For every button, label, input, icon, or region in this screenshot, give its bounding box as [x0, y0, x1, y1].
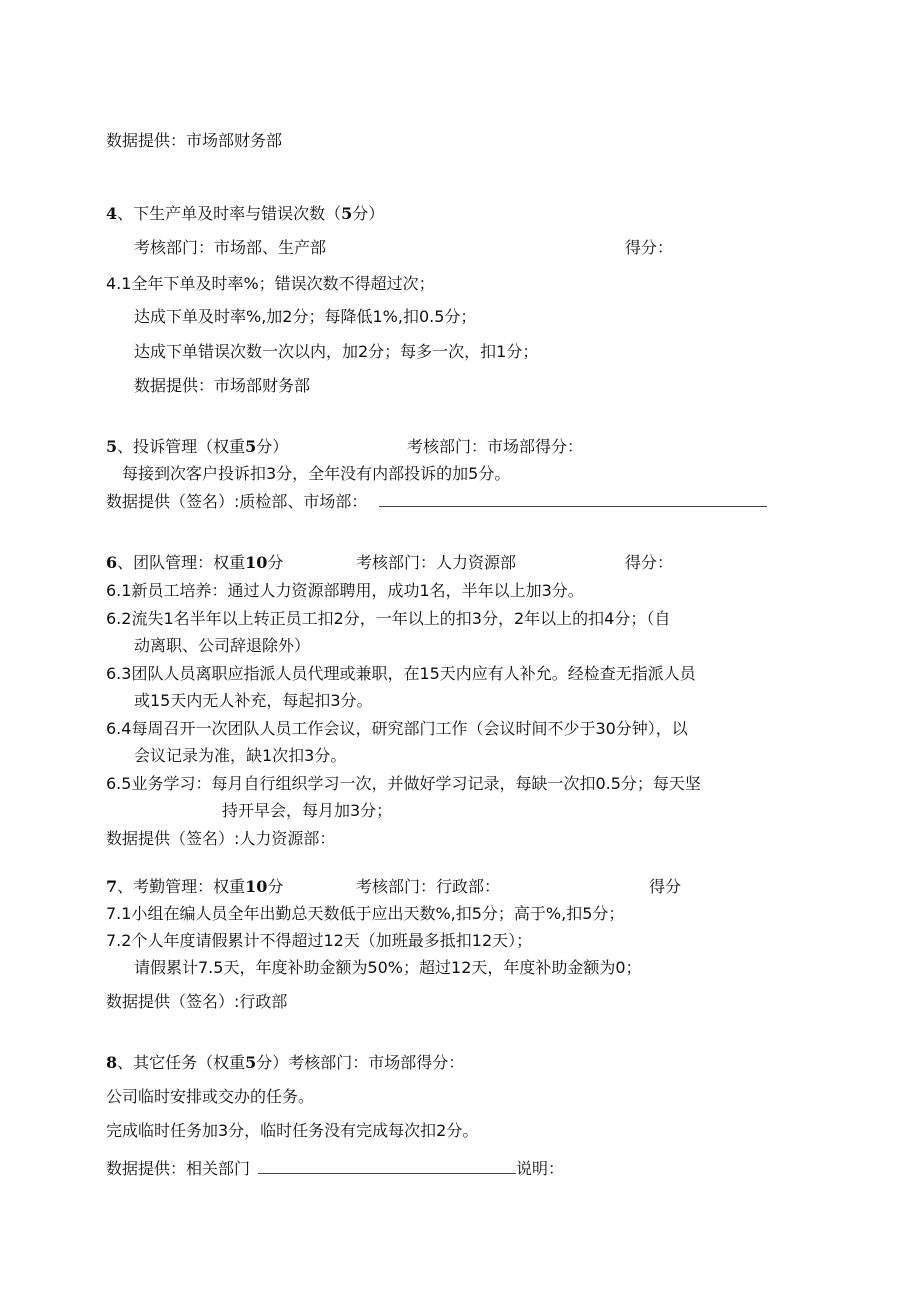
- s7-score-label: 得分: [649, 877, 682, 896]
- s7-heading: [106, 877, 283, 897]
- s6-item-5-line-2: 持开早会，每月加3分；: [222, 801, 393, 820]
- s4-dept: 考核部门：市场部、生产部: [134, 238, 327, 257]
- s6-score-label: 得分：: [625, 553, 674, 572]
- s7-dept: 考核部门：行政部：: [356, 877, 501, 896]
- s5-rule: 每接到次客户投诉扣3分，全年没有内部投诉的加5分。: [122, 464, 511, 483]
- s8-data-source-line: [106, 1159, 564, 1179]
- s7-weight-number: 10: [245, 877, 268, 896]
- s4-rule-1: 达成下单及时率%,加2分；每降低1%,扣0.5分；: [134, 307, 477, 326]
- s4-data-source: 数据提供：市场部财务部: [134, 376, 311, 395]
- s6-item-1: 6.1新员工培养：通过人力资源部聘用，成功1名，半年以上加3分。: [106, 581, 584, 600]
- s4-score-unit: 分）: [352, 204, 385, 223]
- s8-data-source: 数据提供：相关部门: [106, 1159, 251, 1178]
- s5-signature-line: [379, 493, 767, 507]
- s6-data-source: 数据提供（签名）:人力资源部：: [106, 829, 336, 848]
- s6-item-5-line-1: 6.5业务学习：每月自行组织学习一次，并做好学习记录，每缺一次扣0.5分；每天坚: [106, 774, 701, 793]
- s6-item-4-line-1: 6.4每周召开一次团队人员工作会议，研究部门工作（会议时间不少于30分钟），以: [106, 719, 688, 738]
- s5-number: 5: [106, 437, 118, 456]
- s7-data-source: 数据提供（签名）:行政部: [106, 992, 288, 1011]
- s5-weight-number: 5: [245, 437, 257, 456]
- s8-number: 8: [106, 1053, 118, 1072]
- s6-heading: [106, 553, 283, 573]
- s6-dept: 考核部门：人力资源部: [356, 553, 517, 572]
- s7-item-1: 7.1小组在编人员全年出勤总天数低于应出天数%,扣5分；高于%,扣5分；: [106, 904, 625, 923]
- s7-title: 、考勤管理：权重: [117, 877, 246, 896]
- s8-desc: 公司临时安排或交办的任务。: [106, 1087, 315, 1106]
- s7-item-2: 7.2个人年度请假累计不得超过12天（加班最多抵扣12天）；: [106, 931, 533, 950]
- s8-weight-number: 5: [245, 1053, 257, 1072]
- s4-number: 4: [106, 204, 118, 223]
- s5-weight-unit: 分）: [256, 437, 289, 456]
- s8-fill-line: [258, 1160, 516, 1174]
- s8-rule: 完成临时任务加3分，临时任务没有完成每次扣2分。: [106, 1121, 479, 1140]
- s6-item-3-line-2: 或15天内无人补充，每起扣3分。: [134, 691, 373, 710]
- s6-item-4-line-2: 会议记录为准，缺1次扣3分。: [134, 746, 347, 765]
- s8-note-label: 说明：: [516, 1159, 565, 1178]
- s4-score-label: 得分：: [625, 238, 674, 257]
- s4-heading: [106, 204, 384, 224]
- s8-heading: [106, 1053, 464, 1073]
- s6-title: 、团队管理：权重: [117, 553, 246, 572]
- s6-weight-number: 10: [245, 553, 268, 572]
- s5-data-source-line: [106, 492, 767, 512]
- s6-weight-unit: 分: [267, 553, 284, 572]
- s6-item-2-line-2: 动离职、公司辞退除外）: [134, 636, 311, 655]
- s4-title: 、下生产单及时率与错误次数（: [117, 204, 342, 223]
- s4-rule-2: 达成下单错误次数一次以内，加2分；每多一次，扣1分；: [134, 342, 539, 361]
- s7-number: 7: [106, 877, 118, 896]
- s6-item-3-line-1: 6.3团队人员离职应指派人员代理或兼职，在15天内应有人补允。经检查无指派人员: [106, 664, 696, 683]
- s8-title: 、其它任务（权重: [117, 1053, 246, 1072]
- s6-item-2-line-1: 6.2流失1名半年以上转正员工扣2分，一年以上的扣3分，2年以上的扣4分；（自: [106, 609, 671, 628]
- s8-weight-unit: 分）考核部门：市场部得分：: [256, 1053, 465, 1072]
- s5-heading: [106, 437, 288, 457]
- s4-score-number: 5: [341, 204, 353, 223]
- s6-number: 6: [106, 553, 118, 572]
- s5-dept: 考核部门：市场部得分：: [407, 437, 584, 456]
- s5-title: 、投诉管理（权重: [117, 437, 246, 456]
- s3-data-source: 数据提供：市场部财务部: [106, 131, 283, 150]
- s7-item-2-detail: 请假累计7.5天，年度补助金额为50%；超过12天，年度补助金额为0；: [134, 958, 642, 977]
- s4-item-1: 4.1全年下单及时率%；错误次数不得超过次；: [106, 274, 435, 293]
- s7-weight-unit: 分: [267, 877, 284, 896]
- s5-data-source: 数据提供（签名）:质检部、市场部：: [106, 492, 368, 511]
